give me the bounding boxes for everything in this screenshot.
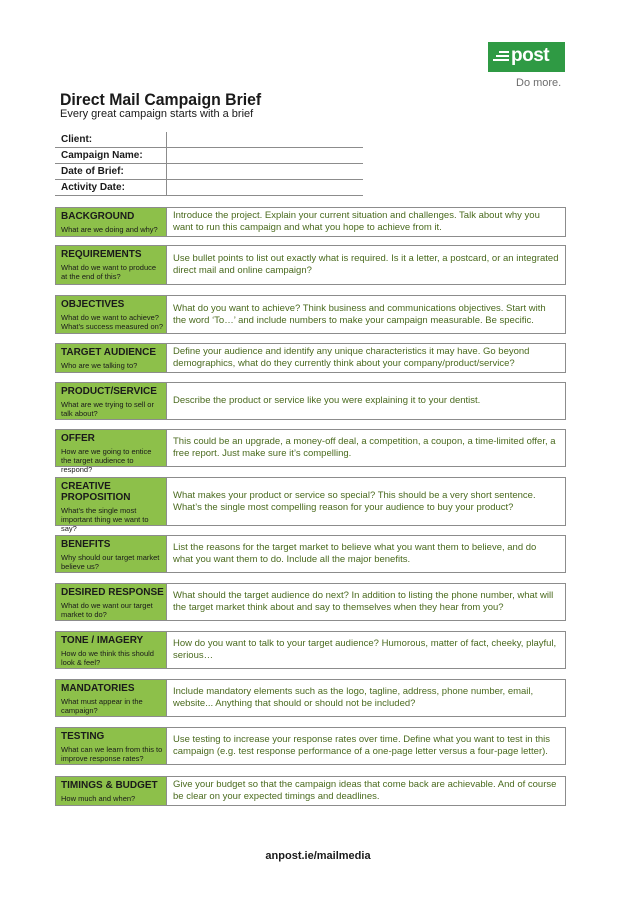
section-body[interactable]: Use testing to increase your response rates over time. Define what you want to test in this campaign (e.g. test response performance of a one-page letter versus a four-page letter).: [173, 734, 551, 757]
section-label-cell: [56, 296, 167, 333]
campaign-name-label: Campaign Name:: [61, 150, 143, 161]
section-heading: OFFER: [61, 433, 95, 444]
section-benefits: [55, 535, 566, 573]
section-body[interactable]: Define your audience and identify any unique characteristics it may have. Go beyond demographics, what do they currently think about your company/product/service?: [173, 346, 530, 369]
section-tone-imagery: [55, 631, 566, 669]
section-creative-proposition: [55, 477, 566, 533]
section-heading: TONE / IMAGERY: [61, 635, 144, 646]
section-subheading: How do we think this should look & feel?: [61, 649, 154, 667]
section-heading: CREATIVE PROPOSITION: [61, 481, 131, 503]
section-label-cell: [56, 344, 167, 372]
section-heading: DESIRED RESPONSE: [61, 587, 164, 598]
section-subheading: Why should our target market believe us?: [61, 553, 160, 571]
section-label-cell: [56, 478, 167, 533]
section-heading: REQUIREMENTS: [61, 249, 142, 260]
section-subheading: What are we doing and why?: [61, 225, 158, 234]
date-of-brief-row: [55, 164, 363, 180]
section-body[interactable]: Give your budget so that the campaign ideas that come back are achievable. And of course be clear on your expected timings and deadlines.: [173, 779, 557, 802]
footer-url: anpost.ie/mailmedia: [265, 850, 371, 862]
activity-date-field[interactable]: [166, 180, 363, 195]
section-heading: PRODUCT/SERVICE: [61, 386, 157, 397]
section-target-audience: [55, 343, 566, 373]
section-label-cell: [56, 728, 167, 764]
section-subheading: What do we want to achieve? What’s success measured on?: [61, 313, 163, 331]
page-subtitle: Every great campaign starts with a brief: [60, 108, 254, 120]
section-body[interactable]: This could be an upgrade, a money-off deal, a competition, a coupon, a time-limited offer, a free report. Just make sure it’s compelling.: [173, 436, 556, 459]
speed-lines-icon: [493, 51, 509, 64]
logo-text: post: [511, 45, 550, 66]
section-subheading: Who are we talking to?: [61, 361, 138, 370]
section-desired-response: [55, 583, 566, 621]
section-label-cell: [56, 246, 167, 284]
client-row: [55, 132, 363, 148]
section-heading: TIMINGS & BUDGET: [61, 780, 158, 791]
section-body[interactable]: What makes your product or service so special? This should be a very short sentence. What’s the single most compelling reason for your audience to buy your product?: [173, 489, 536, 513]
section-heading: TARGET AUDIENCE: [61, 347, 156, 358]
section-mandatories: [55, 679, 566, 717]
section-product-service: [55, 382, 566, 420]
brand-tagline: Do more.: [516, 77, 562, 89]
section-label-cell: [56, 584, 167, 620]
section-subheading: How much and when?: [61, 794, 136, 803]
section-body[interactable]: What should the target audience do next? In addition to listing the phone number, what will the target market think about and say to themselves when they hear from you?: [173, 590, 554, 613]
an-post-logo: [488, 42, 565, 72]
section-subheading: What’s the single most important thing we want to say?: [61, 506, 149, 533]
section-subheading: What do we want to produce at the end of this?: [61, 263, 157, 281]
campaign-name-row: [55, 148, 363, 164]
section-label-cell: [56, 680, 167, 716]
section-subheading: What must appear in the campaign?: [61, 697, 143, 715]
date-of-brief-field[interactable]: [166, 164, 363, 179]
activity-date-label: Activity Date:: [61, 182, 125, 193]
section-requirements: [55, 245, 566, 285]
section-subheading: What do we want our target market to do?: [61, 601, 153, 619]
section-heading: TESTING: [61, 731, 105, 742]
section-subheading: What can we learn from this to improve response rates?: [61, 745, 163, 763]
campaign-name-field[interactable]: [166, 148, 363, 163]
section-body[interactable]: How do you want to talk to your target audience? Humorous, matter of fact, cheeky, playful, serious…: [173, 638, 557, 661]
section-body[interactable]: Use bullet points to list out exactly what is required. Is it a letter, a postcard, or an integrated direct mail and online campaign?: [173, 253, 559, 276]
section-heading: BENEFITS: [61, 539, 111, 550]
section-subheading: What are we trying to sell or talk about?: [61, 400, 154, 418]
section-offer: [55, 429, 566, 474]
client-details-table: [55, 132, 363, 196]
section-body[interactable]: Introduce the project. Explain your current situation and challenges. Talk about why you want to run this campaign and what you hope to achieve from it.: [173, 210, 540, 233]
section-body[interactable]: Include mandatory elements such as the logo, tagline, address, phone number, email, website... Anything that should or should not be included?: [173, 686, 534, 709]
date-of-brief-label: Date of Brief:: [61, 166, 124, 177]
page-title: Direct Mail Campaign Brief: [60, 90, 262, 109]
section-label-cell: [56, 383, 167, 419]
section-body[interactable]: List the reasons for the target market to believe what you want them to believe, and do what you want them to do. Include all the major benefits.: [173, 542, 537, 565]
section-objectives: [55, 295, 566, 334]
section-label-cell: [56, 208, 167, 236]
section-testing: [55, 727, 566, 765]
section-heading: OBJECTIVES: [61, 299, 125, 310]
section-label-cell: [56, 632, 167, 668]
section-heading: BACKGROUND: [61, 211, 135, 222]
activity-date-row: [55, 180, 363, 196]
section-subheading: How are we going to entice the target audience to respond?: [61, 447, 152, 474]
section-background: [55, 207, 566, 237]
client-field[interactable]: [166, 132, 363, 147]
section-label-cell: [56, 777, 167, 805]
section-heading: MANDATORIES: [61, 683, 135, 694]
section-label-cell: [56, 536, 167, 572]
section-body[interactable]: What do you want to achieve? Think business and communications objectives. Start with the word ‘To…’ and include numbers to make your campaign measurable. Be specific.: [173, 302, 546, 326]
section-timings-budget: [55, 776, 566, 806]
client-label: Client:: [61, 134, 93, 145]
section-label-cell: [56, 430, 167, 474]
section-body[interactable]: Describe the product or service like you were explaining it to your dentist.: [173, 395, 481, 406]
